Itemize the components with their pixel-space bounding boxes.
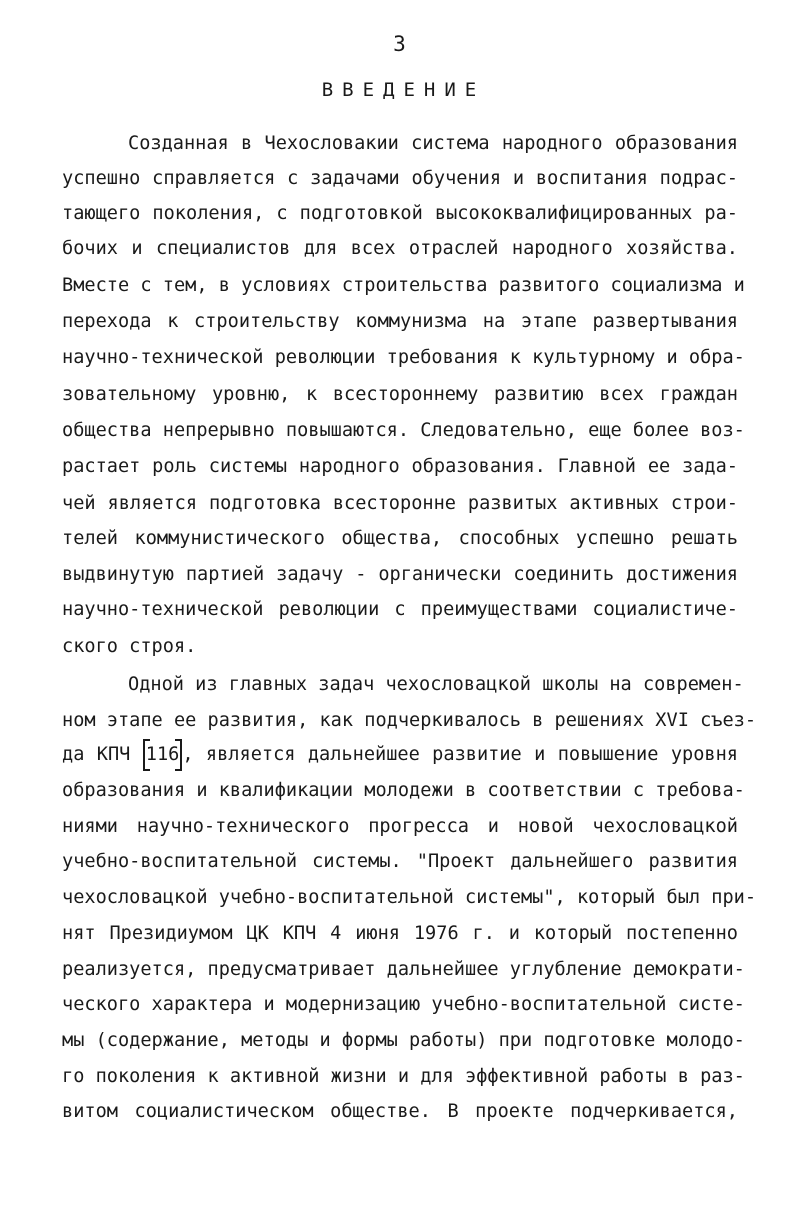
page-number: 3	[393, 32, 406, 56]
text-line: чехословацкой учебно-воспитательной системы", который был при-	[62, 887, 757, 908]
section-heading: ВВЕДЕНИЕ	[321, 79, 486, 101]
text-line: го поколения к активной жизни и для эффективной работы в раз-	[62, 1066, 745, 1087]
text-line: ниями научно-технического прогресса и новой чехословацкой	[62, 816, 738, 837]
text-line: нят Президиумом ЦК КПЧ 4 июня 1976 г. и который постепенно	[62, 923, 738, 944]
text-line: учебно-воспитательной системы. "Проект дальнейшего развития	[62, 851, 738, 872]
text-line: Созданная в Чехословакии система народного образования	[128, 133, 738, 154]
text-line: бочих и специалистов для всех отраслей народного хозяйства.	[62, 238, 738, 259]
citation-reference: 116	[143, 737, 183, 773]
text-line: растает роль системы народного образования. Главной ее зада-	[62, 456, 738, 477]
text-line: Одной из главных задач чехословацкой школы на современ-	[128, 674, 744, 695]
text-line: ческого характера и модернизацию учебно-воспитательной систе-	[62, 994, 745, 1015]
text-segment: да КПЧ	[62, 744, 143, 765]
text-line: телей коммунистического общества, способных успешно решать	[62, 528, 738, 549]
text-line: образования и квалификации молодежи в соответствии с требова-	[62, 780, 745, 801]
text-line: Вместе с тем, в условиях строительства развитого социализма и	[62, 275, 745, 296]
text-line: реализуется, предусматривает дальнейшее углубление демократи-	[62, 959, 745, 980]
text-segment: , является дальнейшее развитие и повышение уровня	[182, 744, 738, 765]
text-line: ского строя.	[62, 636, 197, 657]
text-line: ном этапе ее развития, как подчеркивалось в решениях XVI съез-	[62, 710, 757, 731]
text-line: мы (содержание, методы и формы работы) при подготовке молодо-	[62, 1030, 745, 1051]
text-line: выдвинутую партией задачу - органически соединить достижения	[62, 564, 738, 585]
text-line: успешно справляется с задачами обучения и воспитания подрас-	[62, 168, 738, 189]
text-line-with-reference	[62, 737, 738, 773]
text-line: тающего поколения, с подготовкой высококвалифицированных ра-	[62, 203, 738, 224]
text-line: общества непрерывно повышаются. Следовательно, еще более воз-	[62, 420, 745, 441]
text-line: чей является подготовка всесторонне развитых активных строи-	[62, 493, 738, 514]
text-line: научно-технической революции с преимуществами социалистиче-	[62, 599, 738, 620]
text-line: зовательному уровню, к всестороннему развитию всех граждан	[62, 384, 738, 405]
text-line: перехода к строительству коммунизма на этапе развертывания	[62, 311, 738, 332]
text-line: витом социалистическом обществе. В проекте подчеркивается,	[62, 1101, 738, 1122]
text-line: научно-технической революции требования к культурному и обра-	[62, 347, 745, 368]
